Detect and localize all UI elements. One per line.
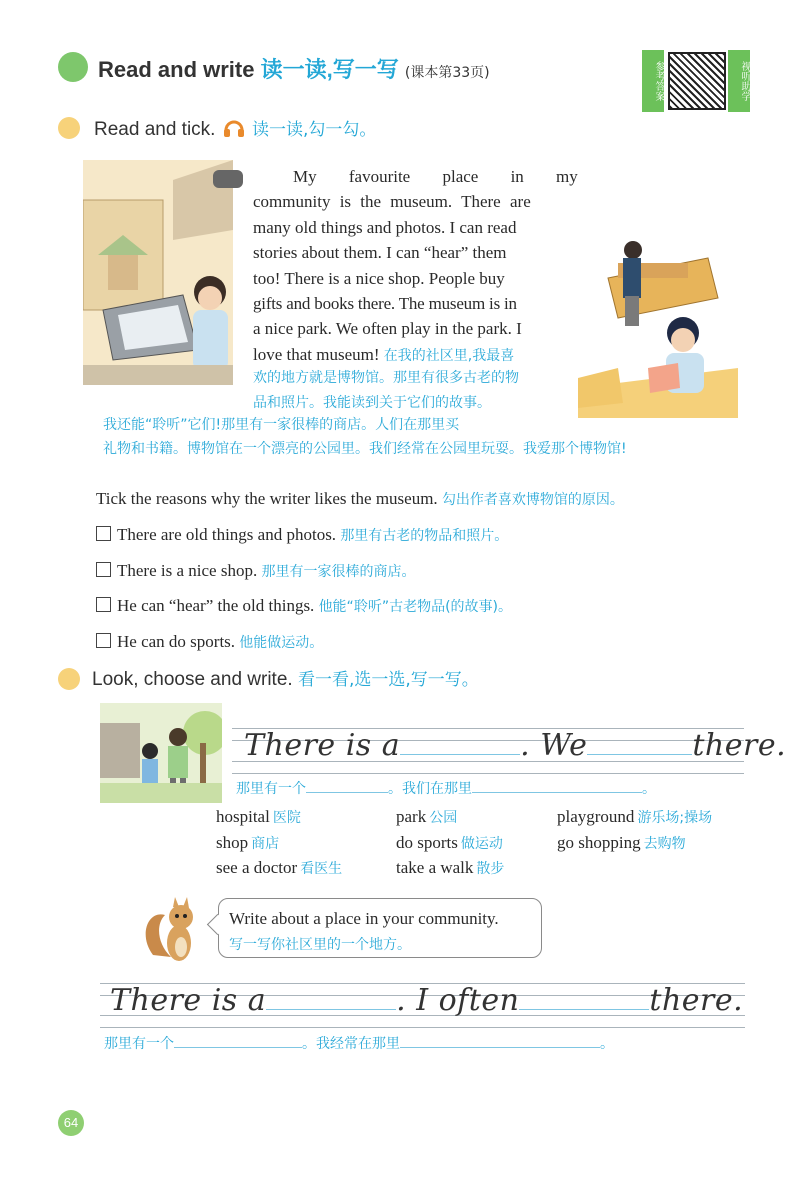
tick-option[interactable]: There are old things and photos. 那里有古老的物品和照片。 bbox=[96, 525, 508, 545]
illustration-museum-shop bbox=[578, 238, 738, 418]
handwriting-sentence: There is a . I often there. bbox=[110, 983, 744, 1018]
section-dot bbox=[58, 52, 88, 82]
writing-rule bbox=[100, 1027, 745, 1028]
translation-line: 品和照片。我能读到关于它们的故事。 bbox=[253, 395, 491, 411]
checkbox[interactable] bbox=[96, 562, 111, 577]
translation-line: 那里有一个 。我经常在那里 。 bbox=[104, 1036, 614, 1052]
translation-line: 欢的地方就是博物馆。那里有很多古老的物 bbox=[253, 370, 519, 386]
translation-blank bbox=[400, 1047, 600, 1048]
section-heading-look-choose: Look, choose and write. 看一看,选一选,写一写。 bbox=[92, 669, 479, 690]
passage-line: My favourite place in my bbox=[293, 167, 578, 186]
bullet-dot bbox=[58, 117, 80, 139]
qr-code-icon[interactable] bbox=[668, 52, 726, 110]
word-option: playground 游乐场;操场 bbox=[557, 807, 713, 826]
reading-passage bbox=[253, 164, 578, 369]
page-number-badge: 64 bbox=[58, 1110, 84, 1136]
passage-line: stories about them. I can “hear” them bbox=[253, 243, 507, 263]
passage-line: many old things and photos. I can read bbox=[253, 217, 517, 237]
tick-option[interactable]: He can “hear” the old things. 他能“聆听”古老物品(的故事)。 bbox=[96, 596, 512, 616]
bubble-tail bbox=[207, 914, 228, 935]
word-option: go shopping 去购物 bbox=[557, 833, 686, 852]
translation-blank bbox=[306, 792, 388, 793]
translation-line: 我还能“聆听”它们!那里有一家很棒的商店。人们在那里买 bbox=[103, 417, 460, 433]
answer-blank[interactable] bbox=[400, 754, 520, 755]
tick-option[interactable]: He can do sports. 他能做运动。 bbox=[96, 632, 323, 652]
speech-bubble bbox=[218, 898, 542, 958]
squirrel-icon bbox=[143, 895, 203, 967]
word-option: hospital 医院 bbox=[216, 807, 301, 826]
passage-line: gifts and books there. The museum is in bbox=[253, 294, 517, 314]
qr-label-left: 参考答案 bbox=[642, 50, 664, 112]
passage-line: love that museum! 在我的社区里,我最喜 bbox=[253, 344, 515, 364]
bubble-text-en: Write about a place in your community. bbox=[229, 909, 499, 928]
writing-rule bbox=[232, 773, 744, 774]
word-option: shop 商店 bbox=[216, 833, 280, 852]
bullet-dot bbox=[58, 668, 80, 690]
qr-panel[interactable] bbox=[642, 50, 750, 114]
tick-instruction: Tick the reasons why the writer likes the museum. 勾出作者喜欢博物馆的原因。 bbox=[96, 489, 624, 508]
handwriting-sentence: There is a . We there. bbox=[244, 728, 787, 763]
illustration-museum-girl bbox=[83, 160, 248, 385]
passage-line: community is the museum. There are bbox=[253, 192, 531, 212]
translation-line: 那里有一个 。我们在那里 。 bbox=[236, 781, 656, 797]
checkbox[interactable] bbox=[96, 597, 111, 612]
passage-line: a nice park. We often play in the park. I bbox=[253, 319, 522, 339]
qr-label-right: 视听助学 bbox=[728, 50, 750, 112]
page-title: Read and write 读一读,写一写 (课本第33页) bbox=[98, 57, 490, 82]
headphones-icon[interactable] bbox=[223, 118, 245, 138]
word-option: take a walk 散步 bbox=[396, 858, 505, 877]
word-option: park 公园 bbox=[396, 807, 458, 826]
answer-blank[interactable] bbox=[587, 754, 692, 755]
word-option: see a doctor 看医生 bbox=[216, 858, 343, 877]
translation-blank bbox=[174, 1047, 302, 1048]
bubble-text-cn: 写一写你社区里的一个地方。 bbox=[229, 937, 411, 953]
section-heading-read-tick: Read and tick. 读一读,勾一勾。 bbox=[94, 119, 377, 140]
passage-line: too! There is a nice shop. People buy bbox=[253, 268, 505, 288]
checkbox[interactable] bbox=[96, 633, 111, 648]
answer-blank[interactable] bbox=[266, 1009, 396, 1010]
translation-line: 礼物和书籍。博物馆在一个漂亮的公园里。我们经常在公园里玩耍。我爱那个博物馆! bbox=[103, 441, 627, 457]
word-option: do sports 做运动 bbox=[396, 833, 503, 852]
tick-option[interactable]: There is a nice shop. 那里有一家很棒的商店。 bbox=[96, 561, 415, 581]
answer-blank[interactable] bbox=[519, 1009, 649, 1010]
checkbox[interactable] bbox=[96, 526, 111, 541]
illustration-park bbox=[100, 703, 222, 803]
translation-text: 在我的社区里,我最喜 bbox=[383, 347, 515, 364]
translation-blank bbox=[472, 792, 642, 793]
